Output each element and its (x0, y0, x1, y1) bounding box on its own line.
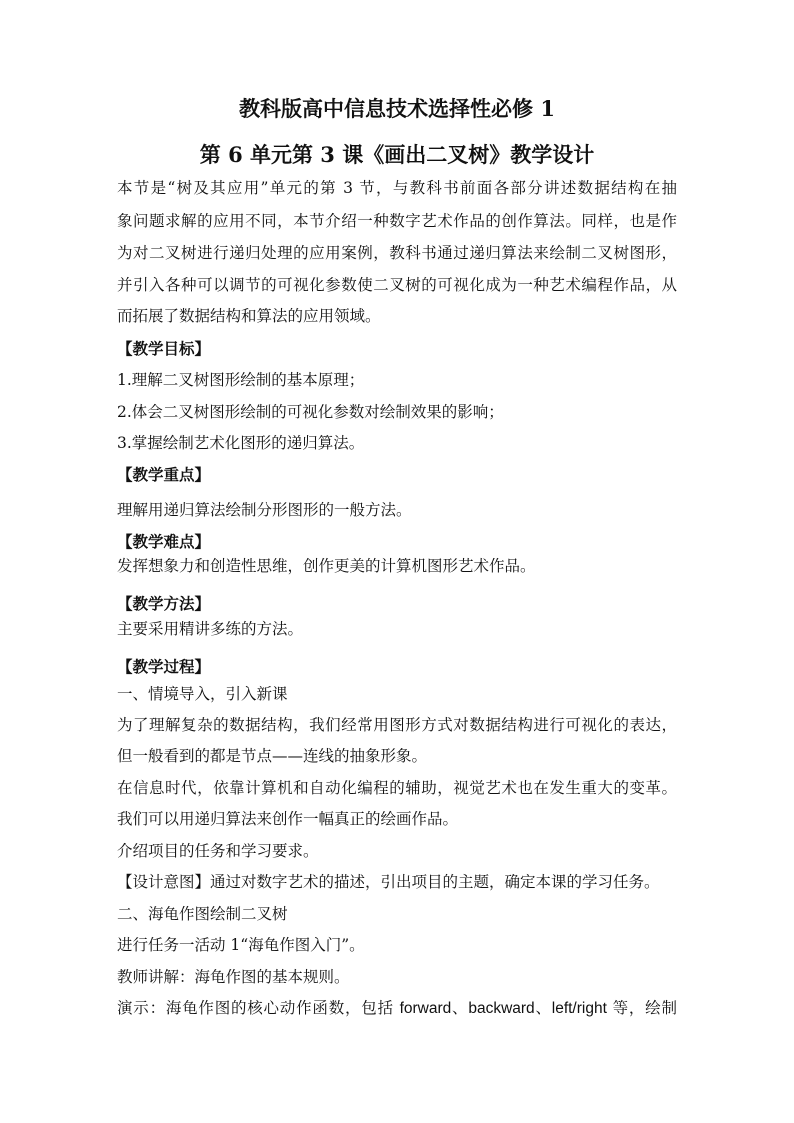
intro-line: 为对二叉树进行递归处理的应用案例，教科书通过递归算法来绘制二叉树图形， (117, 244, 677, 262)
paragraph-line: 教师讲解：海龟作图的基本规则。 (117, 968, 350, 986)
process-heading: 【教学过程】 (117, 657, 211, 676)
intro-line: 而拓展了数据结构和算法的应用领域。 (117, 307, 381, 325)
section-title: 二、海龟作图绘制二叉树 (117, 905, 288, 923)
section-title: 一、情境导入，引入新课 (117, 685, 288, 703)
code-backward: backward (468, 1000, 535, 1017)
intro-line: 本节是“树及其应用”单元的第 3 节，与教科书前面各部分讲述数据结构在抽 (117, 179, 677, 197)
paragraph-line: 介绍项目的任务和学习要求。 (117, 842, 319, 860)
code-forward: forward (399, 1000, 452, 1017)
paragraph-line: 但一般看到的都是节点——连线的抽象形象。 (117, 747, 428, 765)
design-intent-label: 【设计意图】 (117, 873, 211, 891)
intro-line: 象问题求解的应用不同，本节介绍一种数字艺术作品的创作算法。同样，也是作 (117, 212, 677, 230)
method-heading: 【教学方法】 (117, 594, 211, 613)
intro-line: 并引入各种可以调节的可视化参数使二叉树的可视化成为一种艺术编程作品，从 (117, 276, 677, 294)
demo-prefix: 演示：海龟作图的核心动作函数，包括 (117, 999, 394, 1017)
demo-suffix: 等，绘制 (612, 999, 677, 1017)
objective-item: 3.掌握绘制艺术化图形的递归算法。 (117, 434, 365, 452)
objective-item: 2.体会二叉树图形绘制的可视化参数对绘制效果的影响； (117, 403, 504, 421)
difficulty-text: 发挥想象力和创造性思维，创作更美的计算机图形艺术作品。 (117, 557, 536, 575)
objectives-heading: 【教学目标】 (117, 339, 211, 358)
document-title: 教科版高中信息技术选择性必修 1 (239, 96, 555, 121)
lesson-title: 第 6 单元第 3 课《画出二叉树》教学设计 (199, 142, 595, 167)
key-point-text: 理解用递归算法绘制分形图形的一般方法。 (117, 501, 412, 519)
separator: 、 (534, 999, 552, 1017)
design-intent-text: 通过对数字艺术的描述，引出项目的主题，确定本课的学习任务。 (210, 873, 660, 891)
method-text: 主要采用精讲多练的方法。 (117, 620, 304, 638)
demo-line (117, 1001, 677, 1017)
paragraph-line: 我们可以用递归算法来创作一幅真正的绘画作品。 (117, 810, 459, 828)
paragraph-line: 在信息时代，依靠计算机和自动化编程的辅助，视觉艺术也在发生重大的变革。 (117, 779, 677, 797)
key-point-heading: 【教学重点】 (117, 465, 211, 484)
paragraph-line: 为了理解复杂的数据结构，我们经常用图形方式对数据结构进行可视化的表达， (117, 716, 677, 734)
separator: 、 (451, 999, 469, 1017)
code-left-right: left/right (551, 1000, 607, 1017)
difficulty-heading: 【教学难点】 (117, 532, 211, 551)
objective-item: 1.理解二叉树图形绘制的基本原理； (117, 371, 365, 389)
design-intent (117, 875, 677, 891)
paragraph-line: 进行任务一活动 1“海龟作图入门”。 (117, 936, 365, 954)
